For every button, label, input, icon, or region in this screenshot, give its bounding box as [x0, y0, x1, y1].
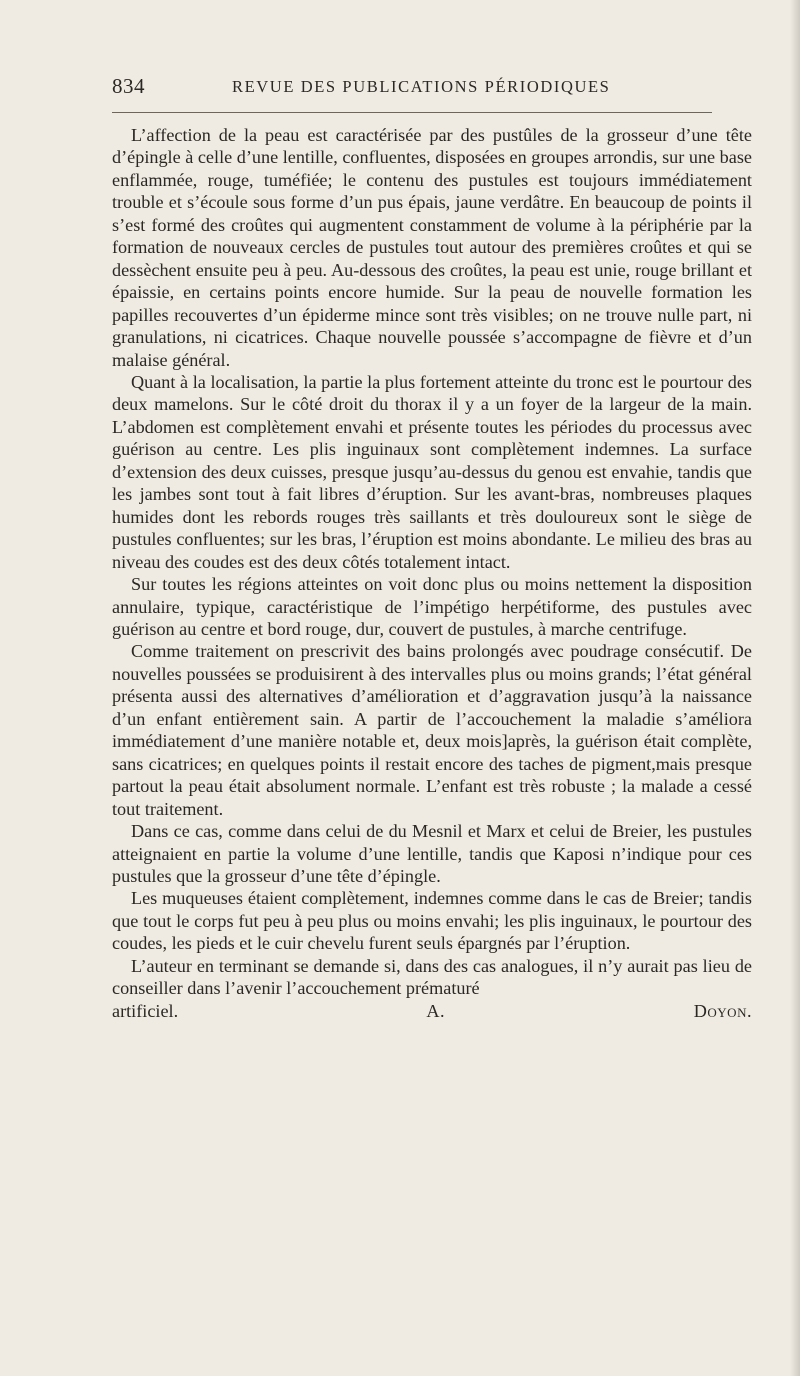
page-edge-shadow: [790, 0, 800, 1376]
page-header: [112, 74, 710, 100]
paragraph-comparison: Dans ce cas, comme dans celui de du Mesnil et Marx et celui de Breier, les pustules atteignaient en partie la volume d’une lentille, tandis que Kaposi n’indique pour ces pustules que la grosseur d’une tête d’épingle.: [112, 821, 752, 886]
article-body: [112, 124, 752, 1022]
author-signature: A. Doyon.: [426, 1000, 753, 1021]
paragraph-muqueuses: Les muqueuses étaient complètement, indemnes comme dans le cas de Breier; tandis que tout le corps fut peu à peu plus ou moins envahi; les plis inguinaux, le pourtour des coudes, les pieds et le cuir chevelu furent seuls épargnés par l’éruption.: [112, 888, 752, 954]
paragraph-traitement: Comme traitement on prescrivit des bains prolongés avec poudrage consécutif. De nouvelles poussées se produisirent à des intervalles plus ou moins grands; l’état général présenta aussi des alternatives d’amélioration et d’aggravation jusqu’à la naissance d’un enfant entièrement sain. A partir de l’accouchement la maladie s’améliora immédiatement d’une manière notable et, deux mois]après, la guérison était complète, sans cicatrices; en quelques points il restait encore des taches de pigment,mais presque partout la peau était absolument normale. L’enfant est très robuste ; la malade a cessé tout traitement.: [112, 641, 752, 819]
page-number: 834: [112, 74, 145, 98]
signature-line: [112, 1000, 752, 1022]
paragraph-disposition: Sur toutes les régions atteintes on voit donc plus ou moins nettement la disposition annulaire, typique, caractéristique de l’impétigo herpétiforme, des pustules avec guérison au centre et bord rouge, dur, couvert de pustules, à marche centrifuge.: [112, 574, 752, 639]
running-title: REVUE DES PUBLICATIONS PÉRIODIQUES: [232, 77, 611, 96]
last-word: artificiel.: [112, 1000, 179, 1021]
paragraph-skin-description: L’affection de la peau est caractérisée par des pustûles de la grosseur d’une tête d’épingle à celle d’une lentille, confluentes, disposées en groupes arrondis, sur une base enflammée, rouge, tuméfiée; le contenu des pustules est toujours immédiatement trouble et s’écoule sous forme d’un pus épais, jaune verdâtre. En beaucoup de points il s’est formé des croûtes qui augmentent constamment de volume à la périphérie par la formation de nouveaux cercles de pustules tout autour des premières croûtes et qui se dessèchent ensuite peu à peu. Au-dessous des croûtes, la peau est unie, rouge brillant et épaissie, en certains points encore humide. Sur la peau de nouvelle formation les papilles recouvertes d’un épiderme mince sont très visibles; on ne trouve nulle part, ni granulations, ni cicatrices. Chaque nouvelle poussée s’accompagne de fièvre et d’un malaise général.: [112, 125, 752, 370]
paragraph-localisation: Quant à la localisation, la partie la plus fortement atteinte du tronc est le pourtour des deux mamelons. Sur le côté droit du thorax il y a un foyer de la largeur de la main. L’abdomen est complètement envahi et présente toutes les périodes du processus avec guérison au centre. Les plis inguinaux sont complètement indemnes. La surface d’extension des deux cuisses, presque jusqu’au-dessus du genou est envahie, tandis que les jambes sont tout à fait libres d’éruption. Sur les avant-bras, nombreuses plaques humides dont les rebords rouges très saillants et très douloureux sont le siège de pustules confluentes; sur les bras, l’éruption est moins abondante. Le milieu des bras au niveau des coudes est des deux côtés totalement intact.: [112, 371, 752, 572]
header-rule: [112, 112, 712, 113]
paragraph-conclusion: L’auteur en terminant se demande si, dans des cas analogues, il n’y aurait pas lieu de conseiller dans l’avenir l’accouchement prématuré: [112, 955, 752, 999]
